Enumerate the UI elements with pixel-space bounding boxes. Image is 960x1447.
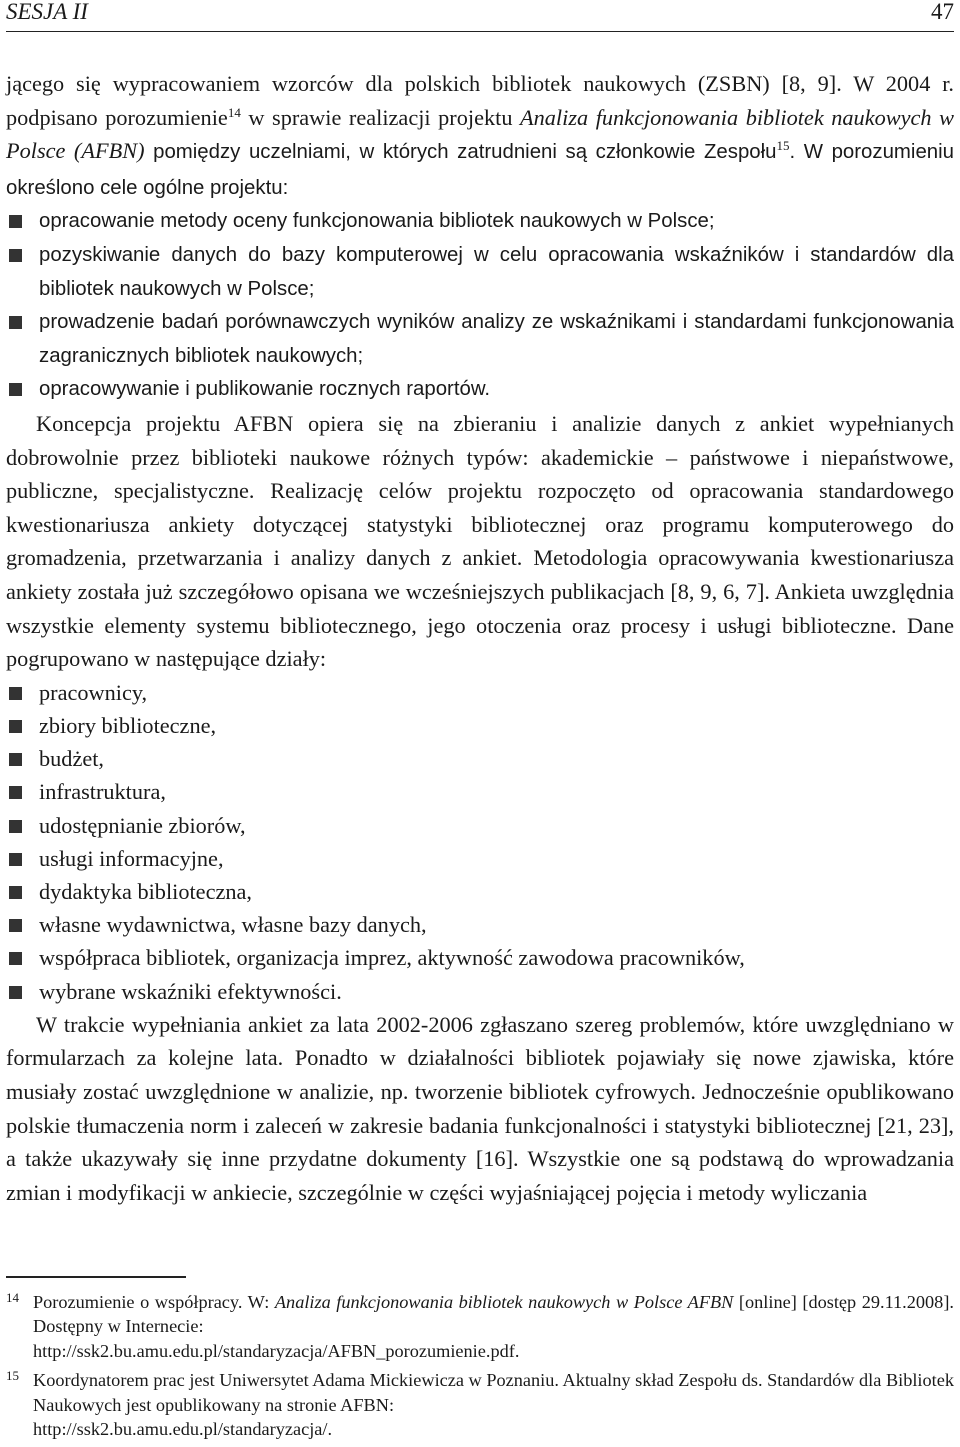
footnote-link[interactable]: http://ssk2.bu.amu.edu.pl/standaryzacja/AFBN_porozumienie.pdf. <box>33 1340 520 1361</box>
list-item <box>6 775 954 808</box>
footnote-text: Porozumienie o współpracy. W: <box>33 1291 275 1312</box>
list-item-text: pozyskiwanie danych do bazy komputerowej w celu opracowania wskaźników i standardów dla bibliotek naukowych w Polsce; <box>39 243 954 300</box>
square-bullet-icon <box>9 820 22 833</box>
list-item <box>6 941 954 974</box>
footnote-title: Analiza funkcjonowania bibliotek naukowych w Polsce AFBN <box>274 1291 734 1312</box>
list-item-text: opracowanie metody oceny funkcjonowania bibliotek naukowych w Polsce; <box>39 210 715 233</box>
list-item-text: prowadzenie badań porównawczych wyników analizy ze wskaźnikami i standardami funkcjonowania zagranicznych bibliotek naukowych; <box>39 311 954 367</box>
list-item-text: opracowywanie i publikowanie rocznych raportów. <box>39 378 491 401</box>
list-item-text: dydaktyka biblioteczna, <box>39 878 252 904</box>
footnote-15 <box>6 1368 954 1442</box>
body-text <box>6 67 954 1209</box>
square-bullet-icon <box>9 687 22 700</box>
square-bullet-icon <box>9 952 22 965</box>
intro-text: jącego się wypracowaniem wzorców dla polskich bibliotek naukowych (ZSBN) [8, 9]. W 2004 r. podpisano porozumienie <box>6 71 954 130</box>
list-item <box>6 809 954 842</box>
square-bullet-icon <box>9 986 22 999</box>
list-item-text: współpraca bibliotek, organizacja imprez, aktywność zawodowa pracowników, <box>39 945 745 971</box>
list-item <box>6 709 954 742</box>
list-item <box>6 239 954 306</box>
paragraph: W trakcie wypełniania ankiet za lata 2002-2006 zgłaszano szereg problemów, które uwzględniano w formularzach za kolejne lata. Ponadto w działalności bibliotek pojawiały się nowe zjawiska, które musiały zostać uwzględnione w analizie, np. tworzenie bibliotek cyfrowych. Jednocześnie opublikowano polskie tłumaczenia norm i zaleceń w zakresie badania funkcjonalności i statystyki bibliotecznej [21, 23], a także ukazywały się inne przydatne dokumenty [16]. Wszystkie one są podstawą do wprowadzania zmian i modyfikacji w ankiecie, szczególnie w części wyjaśniającej pojęcia i metody wyliczania <box>6 1011 954 1205</box>
square-bullet-icon <box>9 383 22 396</box>
footnote-ref-14: 14 <box>227 104 241 120</box>
square-bullet-icon <box>9 316 22 329</box>
intro-paragraph <box>6 67 954 205</box>
list-item-text: własne wydawnictwa, własne bazy danych, <box>39 912 427 938</box>
list-item-text: usługi informacyjne, <box>39 845 224 871</box>
goals-list <box>6 205 954 407</box>
square-bullet-icon <box>9 786 22 799</box>
footnote-number: 15 <box>6 1368 19 1383</box>
list-item-text: wybrane wskaźniki efektywności. <box>39 978 342 1004</box>
list-item <box>6 742 954 775</box>
list-item <box>6 205 954 239</box>
intro-text: . W porozumieniu określono cele ogólne projektu: <box>6 141 955 199</box>
footnote-ref-15: 15 <box>776 138 790 154</box>
list-item-text: udostępnianie zbiorów, <box>39 812 246 838</box>
list-item-text: pracownicy, <box>39 679 148 705</box>
list-item <box>6 842 954 875</box>
list-item-text: zbiory biblioteczne, <box>39 712 217 738</box>
list-item-text: infrastruktura, <box>39 779 166 805</box>
list-item-text: budżet, <box>39 746 105 772</box>
page-header <box>6 0 954 32</box>
section-title: SESJA II <box>6 0 88 24</box>
list-item <box>6 676 954 709</box>
intro-text: pomiędzy uczelniami, w których zatrudnieni są członkowie Zespołu <box>144 141 777 164</box>
list-item <box>6 373 954 407</box>
footnote-number: 14 <box>6 1289 19 1305</box>
footnote-link[interactable]: http://ssk2.bu.amu.edu.pl/standaryzacja/. <box>33 1419 333 1439</box>
sections-list <box>6 676 954 1008</box>
footnote-text: Koordynatorem prac jest Uniwersytet Adama Mickiewicza w Poznaniu. Aktualny skład Zespołu ds. Standardów dla Bibliotek Naukowych jest opublikowany na stronie AFBN: <box>33 1370 954 1415</box>
square-bullet-icon <box>9 720 22 733</box>
square-bullet-icon <box>9 753 22 766</box>
paragraph: Koncepcja projektu AFBN opiera się na zbieraniu i analizie danych z ankiet wypełnianych dobrowolnie przez biblioteki naukowe różnych typów: akademickie – państwowe i niepaństwowe, publiczne, specjalistyczne. Realizację celów projektu rozpoczęto od opracowania standardowego kwestionariusza ankiety dotyczącej statystyki bibliotecznej oraz programu komputerowego do gromadzenia, przetwarzania i analizy danych z ankiet. Metodologia opracowywania kwestionariusza ankiety została już szczegółowo opisana we wcześniejszych publikacjach [8, 9, 6, 7]. Ankieta uwzględnia wszystkie elementy systemu bibliotecznego, jego otoczenia oraz procesy i usługi biblioteczne. Dane pogrupowano w następujące działy: <box>6 410 954 672</box>
square-bullet-icon <box>9 853 22 866</box>
list-item <box>6 306 954 373</box>
square-bullet-icon <box>9 919 22 932</box>
square-bullet-icon <box>9 215 22 228</box>
square-bullet-icon <box>9 886 22 899</box>
footnote-divider <box>6 1276 186 1278</box>
project-title: Analiza funkcjonowania bibliotek naukowych w Polsce (AFBN) <box>6 104 954 164</box>
intro-text: w sprawie realizacji projektu <box>240 104 521 130</box>
list-item <box>6 875 954 908</box>
square-bullet-icon <box>9 249 22 262</box>
footnotes <box>6 1276 954 1447</box>
page-number: 47 <box>931 0 954 24</box>
footnote-text: [online] [dostęp 29.11.2008]. Dostępny w Internecie: <box>33 1291 954 1336</box>
list-item <box>6 908 954 941</box>
list-item <box>6 975 954 1008</box>
footnote-14 <box>6 1290 954 1364</box>
